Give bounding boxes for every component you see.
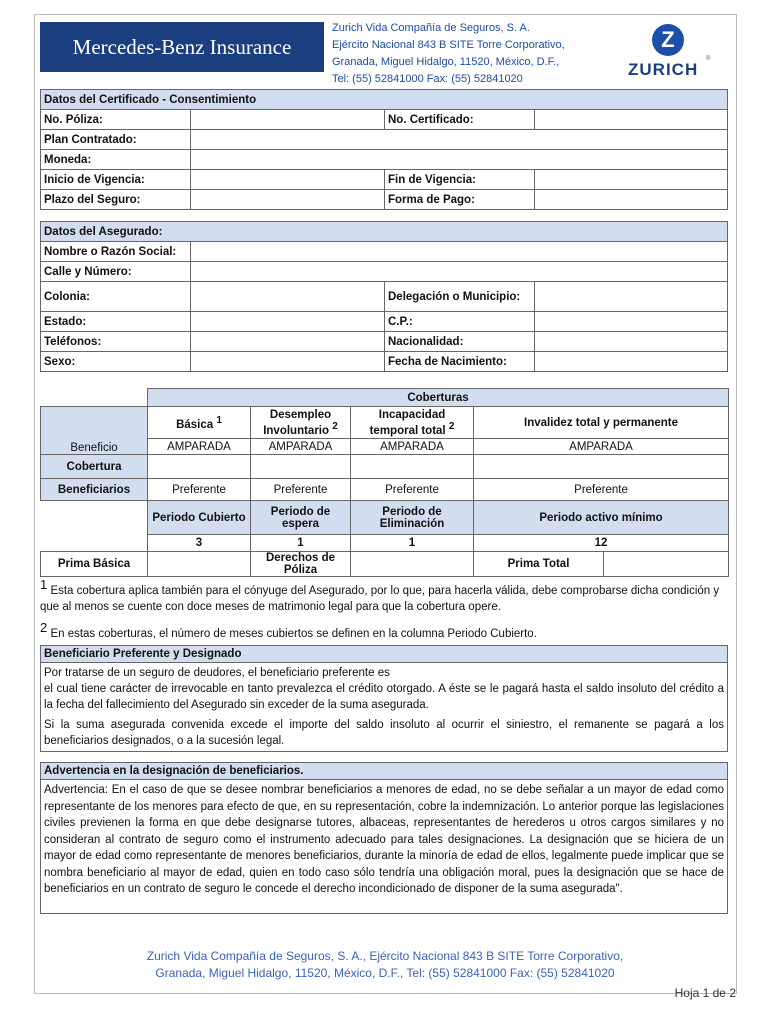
- policy-fees-label: Derechos de Póliza: [251, 552, 351, 577]
- footnote-mark: 2: [332, 420, 338, 432]
- page-number: Hoja 1 de 2: [674, 986, 736, 1000]
- active-period-value: 12: [474, 535, 729, 552]
- section-title: Datos del Certificado - Consentimiento: [41, 90, 728, 110]
- zurich-logo: [620, 24, 720, 84]
- policy-number-label: No. Póliza:: [41, 110, 191, 130]
- address-line: Tel: (55) 52841000 Fax: (55) 52841020: [332, 73, 523, 85]
- basic-header: Básica $^1$: [148, 407, 251, 439]
- permanent-disability-header: Invalidez total y permanente: [474, 407, 729, 439]
- coverage-cell[interactable]: [351, 455, 474, 479]
- municipality-field[interactable]: [535, 282, 728, 312]
- address-line: Granada, Miguel Hidalgo, 11520, México, D.F.,: [332, 56, 560, 68]
- benefit-label: Beneficio: [70, 442, 118, 454]
- basic-status: AMPARADA: [148, 439, 251, 455]
- footnote-1: $^1$ Esta cobertura aplica también para el cónyuge del Asegurado, por lo que, para hacerla válida, debe comprobarse dicha condición y que al menos se cuente con doce meses de matrimonio legal para que la cobertura opere.: [40, 577, 720, 613]
- birthdate-field[interactable]: [535, 352, 728, 372]
- beneficiary-type: Preferente: [148, 479, 251, 501]
- permanent-status: AMPARADA: [474, 439, 729, 455]
- coverage-title: Coberturas: [148, 389, 729, 407]
- coverage-label: Cobertura: [41, 455, 148, 479]
- beneficiary-type: Preferente: [474, 479, 729, 501]
- brand-banner: Mercedes-Benz Insurance: [40, 22, 324, 72]
- footnote-mark: 2: [448, 420, 455, 432]
- zip-field[interactable]: [535, 312, 728, 332]
- coverage-table: [40, 388, 728, 577]
- currency-label: Moneda:: [41, 150, 191, 170]
- beneficiary-type: Preferente: [351, 479, 474, 501]
- covered-period-value: 3: [148, 535, 251, 552]
- benefit-label-cell: [41, 407, 148, 455]
- warning-text: Advertencia: En el caso de que se desee nombrar beneficiarios a menores de edad, no se debe señalar a un mayor de edad como representante de los menores para efecto de que, en su representación, cobre la indemnización. Lo anterior porque las legislaciones civiles previenen la forma en que debe designarse tutores, albaceas, representantes de herederos u otros cargos similares y no consideran al contrato de seguro como el instrumento adecuado para tales designaciones. La designación que se hiciera de un mayor de edad como representante de menores beneficiarios, durante la minoría de edad de ellos, legalmente puede implicar que se nombra beneficiario al mayor de edad, quien en todo caso sólo tendría una obligación moral, pues la designación que se hace de beneficiarios en un contrato de seguro le concede el derecho incondicionado de disponer de la suma asegurada".: [44, 784, 724, 895]
- payment-method-label: Forma de Pago:: [385, 190, 535, 210]
- waiting-period-header: Periodo de espera: [251, 501, 351, 535]
- start-date-field[interactable]: [191, 170, 385, 190]
- nationality-field[interactable]: [535, 332, 728, 352]
- company-address: [332, 20, 622, 88]
- birthdate-label: Fecha de Nacimiento:: [385, 352, 535, 372]
- street-field[interactable]: [191, 262, 728, 282]
- phones-label: Teléfonos:: [41, 332, 191, 352]
- basic-premium-field[interactable]: [148, 552, 251, 577]
- colony-field[interactable]: [191, 282, 385, 312]
- footnote-2: $^2$ En estas coberturas, el número de meses cubiertos se definen en la columna Periodo Cubierto.: [40, 620, 537, 640]
- plan-field[interactable]: [191, 130, 728, 150]
- footer-line: Zurich Vida Compañía de Seguros, S. A., Ejército Nacional 843 B SITE Torre Corporativo,: [146, 949, 624, 963]
- warning-box: [40, 762, 728, 914]
- certificate-number-field[interactable]: [535, 110, 728, 130]
- beneficiaries-label: Beneficiarios: [41, 479, 148, 501]
- term-label: Plazo del Seguro:: [41, 190, 191, 210]
- municipality-label: Delegación o Municipio:: [385, 282, 535, 312]
- name-label: Nombre o Razón Social:: [41, 242, 191, 262]
- unemployment-status: AMPARADA: [251, 439, 351, 455]
- footnote-mark: 1: [216, 414, 222, 426]
- covered-period-header: Periodo Cubierto: [148, 501, 251, 535]
- policy-number-field[interactable]: [191, 110, 385, 130]
- currency-field[interactable]: [191, 150, 728, 170]
- temporary-disability-header: Incapacidad temporal total $^2$: [351, 407, 474, 439]
- plan-label: Plan Contratado:: [41, 130, 191, 150]
- end-date-label: Fin de Vigencia:: [385, 170, 535, 190]
- coverage-cell[interactable]: [474, 455, 729, 479]
- beneficiary-box: [40, 645, 728, 752]
- beneficiary-text-1a: Por tratarse de un seguro de deudores, el beneficiario preferente es: [44, 667, 390, 679]
- start-date-label: Inicio de Vigencia:: [41, 170, 191, 190]
- certificate-section: [40, 89, 728, 210]
- section-title: Beneficiario Preferente y Designado: [41, 646, 727, 663]
- insured-section: [40, 221, 728, 372]
- phones-field[interactable]: [191, 332, 385, 352]
- term-field[interactable]: [191, 190, 385, 210]
- beneficiary-text-2: Si la suma asegurada convenida excede el importe del saldo insoluto al ocurrir el siniestro, el remanente se pagará a los beneficiarios designados, o a la sucesión legal.: [44, 719, 724, 747]
- state-field[interactable]: [191, 312, 385, 332]
- registered-mark: ®: [706, 56, 711, 62]
- basic-premium-label: Prima Básica: [41, 552, 148, 577]
- beneficiary-type: Preferente: [251, 479, 351, 501]
- section-title: Datos del Asegurado:: [41, 222, 728, 242]
- address-line: Ejército Nacional 843 B SITE Torre Corporativo,: [332, 39, 565, 51]
- street-label: Calle y Número:: [41, 262, 191, 282]
- footnote-mark: 2: [40, 620, 48, 635]
- waiting-period-value: 1: [251, 535, 351, 552]
- elimination-period-header: Periodo de Eliminación: [351, 501, 474, 535]
- name-field[interactable]: [191, 242, 728, 262]
- total-premium-label: Prima Total: [474, 552, 604, 577]
- coverage-cell[interactable]: [148, 455, 251, 479]
- zurich-wordmark: ZURICH: [628, 60, 699, 79]
- total-premium-field[interactable]: [604, 552, 729, 577]
- policy-fees-field[interactable]: [351, 552, 474, 577]
- colony-label: Colonia:: [41, 282, 191, 312]
- footnote-mark: 1: [40, 577, 48, 592]
- zurich-z-icon: Z: [652, 24, 684, 56]
- unemployment-header: Desempleo Involuntario $^2$: [251, 407, 351, 439]
- footer-address: [40, 948, 730, 982]
- end-date-field[interactable]: [535, 170, 728, 190]
- address-line: Zurich Vida Compañía de Seguros, S. A.: [332, 22, 530, 34]
- state-label: Estado:: [41, 312, 191, 332]
- section-title: Advertencia en la designación de beneficiarios.: [41, 763, 727, 780]
- elimination-period-value: 1: [351, 535, 474, 552]
- beneficiary-text-1b: el cual tiene carácter de irrevocable en tanto prevalezca el crédito otorgado. A éste se le pagará hasta el saldo insoluto del crédito a la fecha del fallecimiento del Asegurado sin exceder de la suma asegurada.: [44, 683, 724, 711]
- coverage-cell[interactable]: [251, 455, 351, 479]
- temporary-status: AMPARADA: [351, 439, 474, 455]
- payment-method-field[interactable]: [535, 190, 728, 210]
- sex-field[interactable]: [191, 352, 385, 372]
- nationality-label: Nacionalidad:: [385, 332, 535, 352]
- sex-label: Sexo:: [41, 352, 191, 372]
- certificate-number-label: No. Certificado:: [385, 110, 535, 130]
- footer-line: Granada, Miguel Hidalgo, 11520, México, D.F., Tel: (55) 52841000 Fax: (55) 52841020: [155, 966, 615, 980]
- active-period-header: Periodo activo mínimo: [474, 501, 729, 535]
- zip-label: C.P.:: [385, 312, 535, 332]
